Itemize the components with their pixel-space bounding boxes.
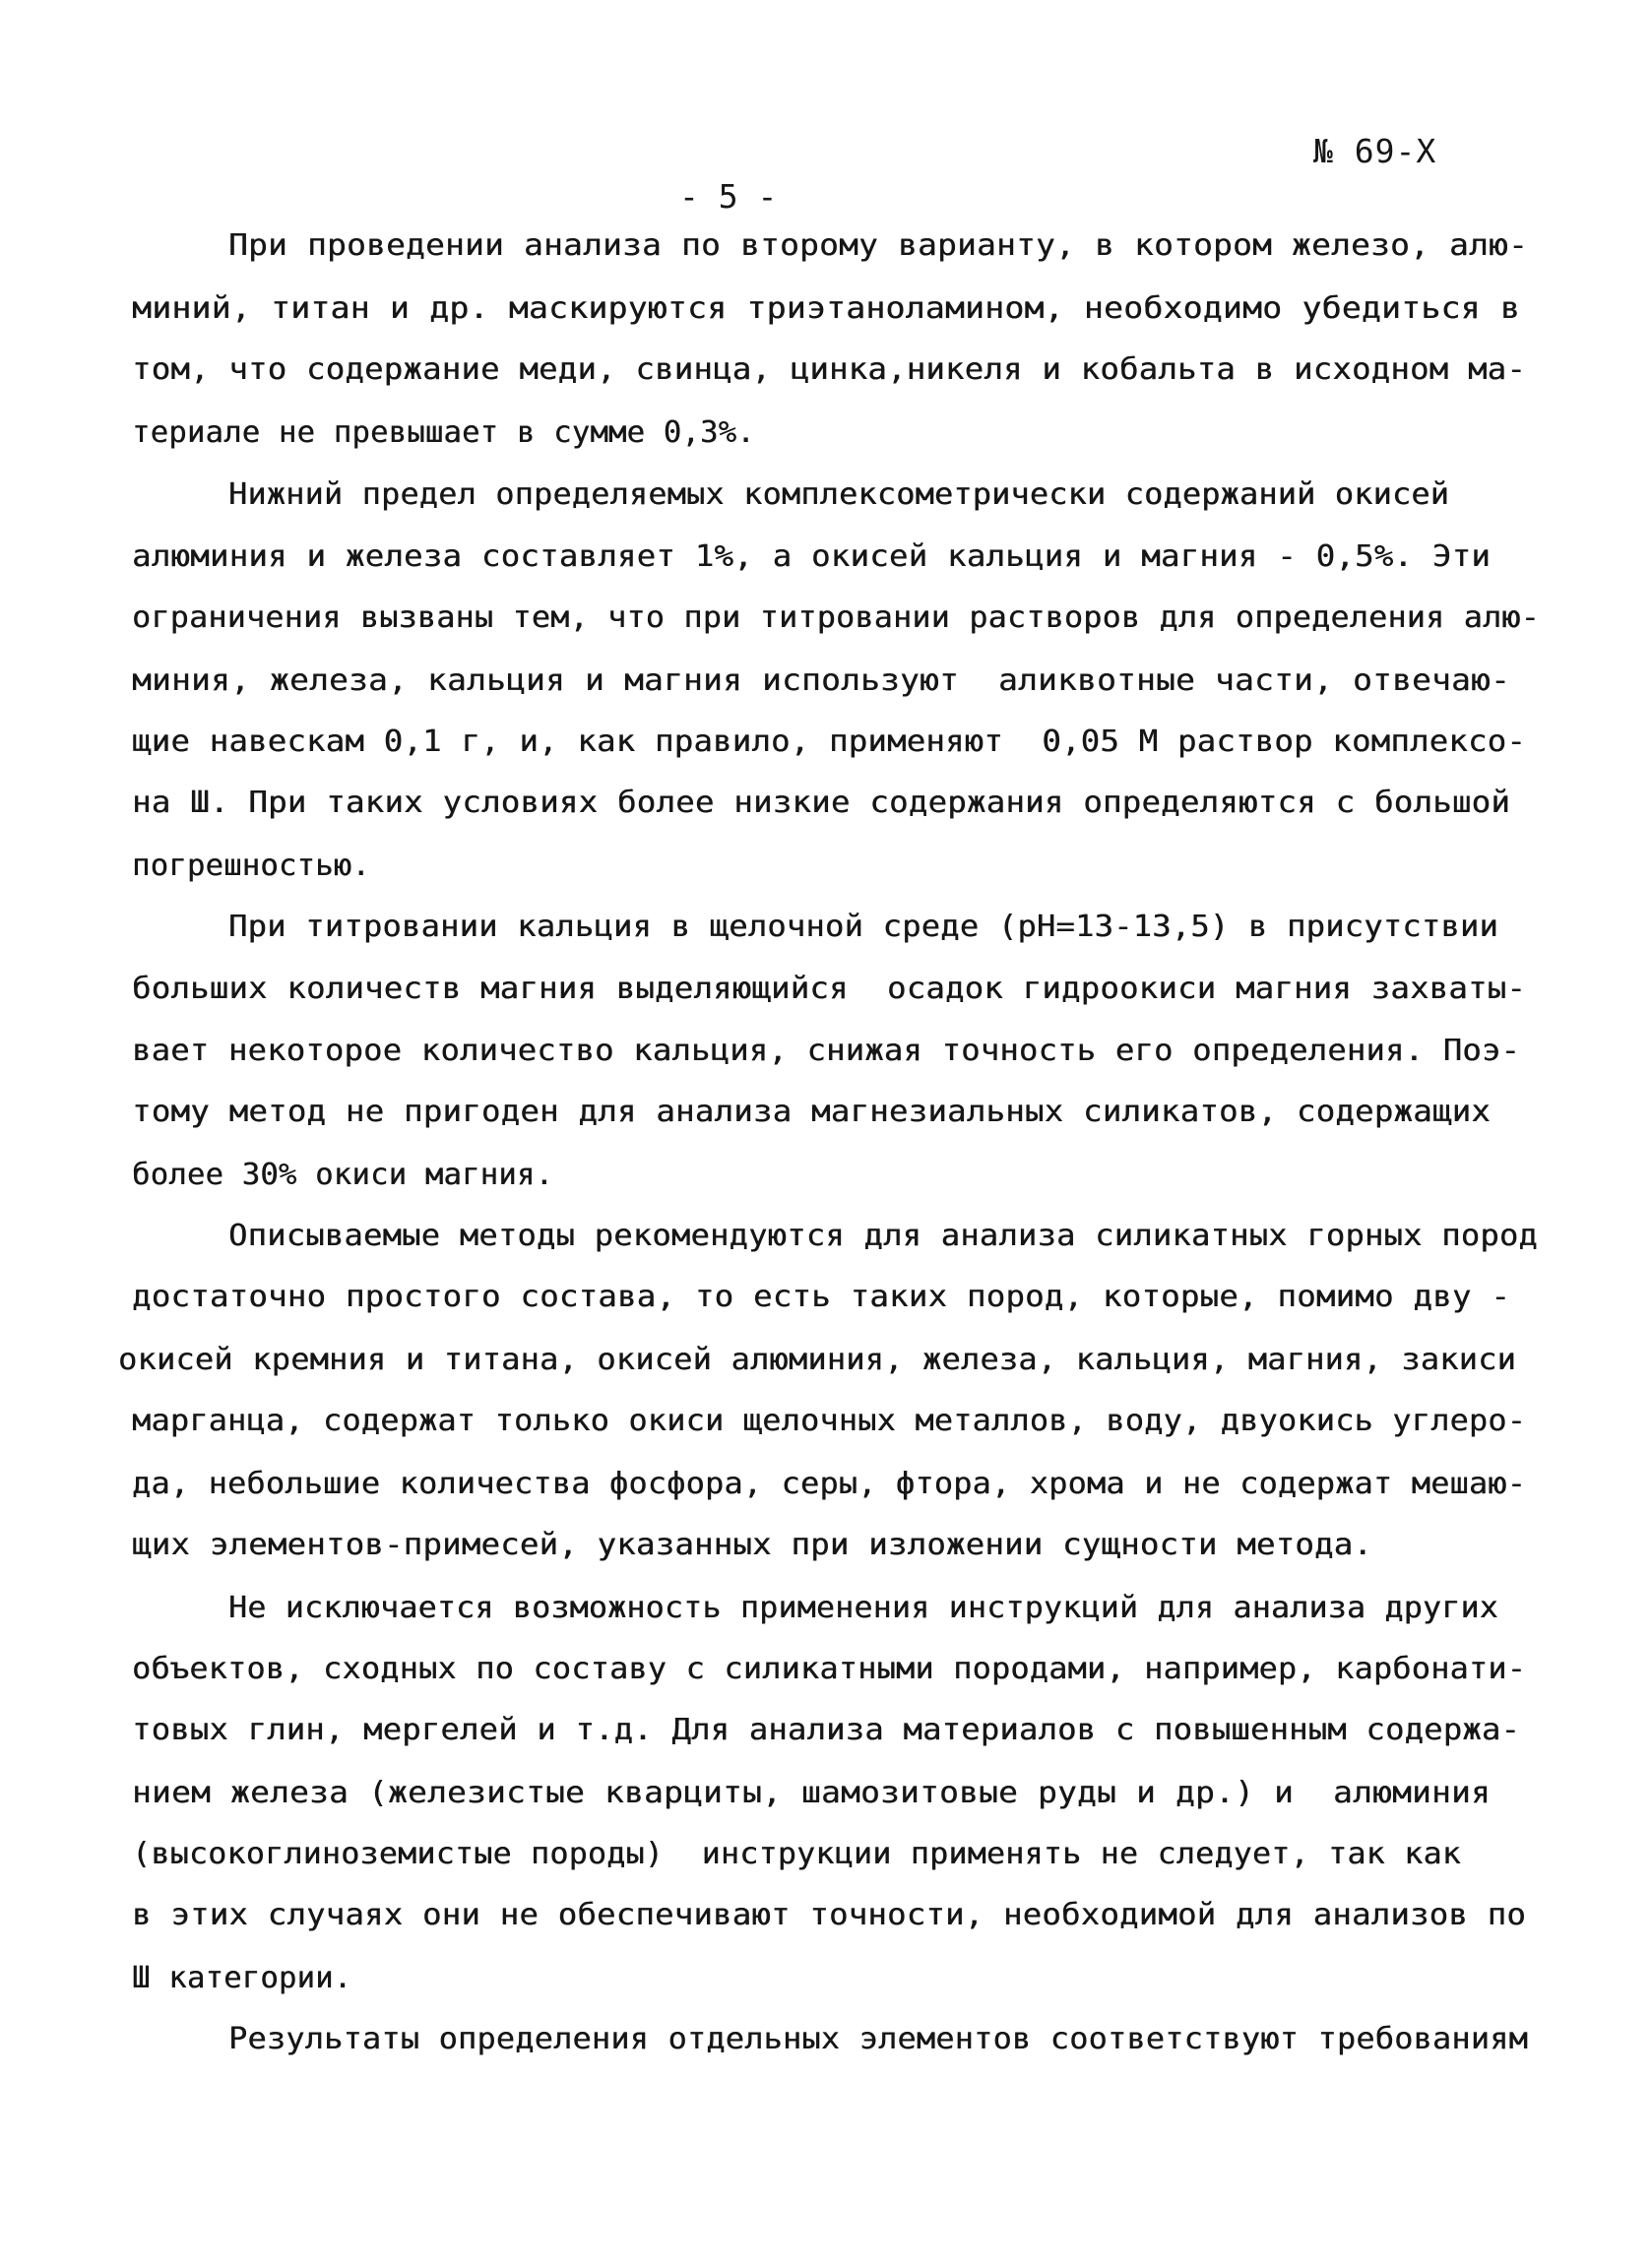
text-line: При проведении анализа по второму варианту, в котором железо, алю- (228, 228, 1528, 263)
text-line: достаточно простого состава, то есть таких пород, которые, помимо дву - (132, 1280, 1510, 1314)
text-line: териале не превышает в сумме 0,3%. (132, 415, 755, 450)
text-line: погрешностью. (132, 849, 370, 883)
text-line: нием железа (железистые кварциты, шамозитовые руды и др.) и алюминия (132, 1776, 1491, 1810)
text-line: Не исключается возможность применения инструкций для анализа других (228, 1591, 1498, 1625)
text-line: вает некоторое количество кальция, снижая точность его определения. Поэ- (132, 1034, 1521, 1068)
text-line: окисей кремния и титана, окисей алюминия, железа, кальция, магния, закиси (118, 1343, 1516, 1377)
text-line: объектов, сходных по составу с силикатными породами, например, карбонати- (132, 1652, 1527, 1686)
text-line: больших количеств магния выделяющийся осадок гидроокиси магния захваты- (132, 972, 1526, 1006)
text-line: на Ш. При таких условиях более низкие содержания определяются с большой (132, 786, 1510, 820)
text-line: Нижний предел определяемых комплексометрически содержаний окисей (228, 477, 1450, 512)
text-line: щие навескам 0,1 г, и, как правило, применяют 0,05 М раствор комплексо- (132, 724, 1526, 759)
text-line: тому метод не пригоден для анализа магнезиальных силикатов, содержащих (132, 1095, 1492, 1129)
text-line: в этих случаях они не обеспечивают точности, необходимой для анализов по (132, 1898, 1526, 1932)
text-line: товых глин, мергелей и т.д. Для анализа материалов с повышенным содержа- (132, 1713, 1521, 1747)
text-line: том, что содержание меди, свинца, цинка,никеля и кобальта в исходном ма- (132, 352, 1526, 387)
text-line: миний, титан и др. маскируются триэтаноламином, необходимо убедиться в (132, 291, 1520, 326)
document-number: № 69-Х (1313, 132, 1437, 170)
text-line: Ш категории. (132, 1961, 352, 1995)
text-line: более 30% окиси магния. (132, 1158, 554, 1192)
page-number: - 5 - (679, 177, 778, 216)
text-line: (высокоглиноземистые породы) инструкции применять не следует, так как (132, 1837, 1462, 1871)
text-line: да, небольшие количества фосфора, серы, фтора, хрома и не содержат мешаю- (132, 1467, 1527, 1501)
text-line: марганца, содержат только окиси щелочных металлов, воду, двуокись углеро- (132, 1404, 1527, 1438)
text-line: щих элементов-примесей, указанных при изложении сущности метода. (132, 1528, 1373, 1562)
text-line: При титровании кальция в щелочной среде (рН=13-13,5) в присутствии (228, 910, 1498, 944)
text-line: ограничения вызваны тем, что при титровании растворов для определения алю- (132, 600, 1540, 635)
text-line: алюминия и железа составляет 1%, а окисей кальция и магния - 0,5%. Эти (132, 539, 1492, 574)
text-line: миния, железа, кальция и магния используют аликвотные части, отвечаю- (132, 663, 1510, 698)
text-line: Описываемые методы рекомендуются для анализа силикатных горных пород (228, 1219, 1538, 1253)
text-line: Результаты определения отдельных элементов соответствуют требованиям (228, 2022, 1528, 2056)
